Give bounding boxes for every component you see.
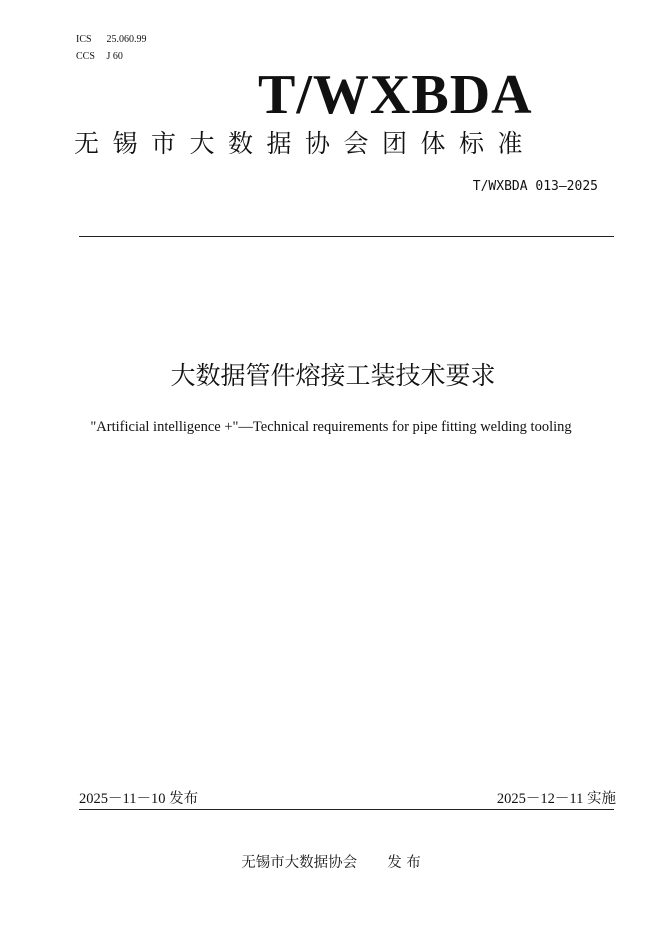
ccs-row xyxy=(76,48,147,65)
classification-codes xyxy=(76,31,147,65)
publisher-line xyxy=(0,853,662,873)
publisher-name: 无锡市大数据协会 xyxy=(241,855,358,871)
document-title-english: "Artificial intelligence +"—Technical requirements for pipe fitting welding tooling xyxy=(90,419,572,435)
standard-type-heading: 无锡市大数据协会团体标准 xyxy=(74,129,537,158)
ics-row xyxy=(76,31,147,48)
organization-code: T/WXBDA xyxy=(258,64,533,126)
implementation-date: 2025－12－11 实施 xyxy=(496,791,616,807)
ccs-value: J 60 xyxy=(106,51,123,62)
publisher-action: 发 布 xyxy=(387,855,421,871)
ics-value: 25.060.99 xyxy=(106,34,147,45)
ics-label: ICS xyxy=(76,34,92,45)
publish-date: 2025－11－10 发布 xyxy=(79,791,199,807)
document-title-chinese: 大数据管件熔接工装技术要求 xyxy=(170,361,496,390)
footer-divider xyxy=(79,809,614,810)
ccs-label: CCS xyxy=(76,51,95,62)
standard-number: T/WXBDA 013—2025 xyxy=(472,179,598,194)
header-divider xyxy=(79,236,614,237)
